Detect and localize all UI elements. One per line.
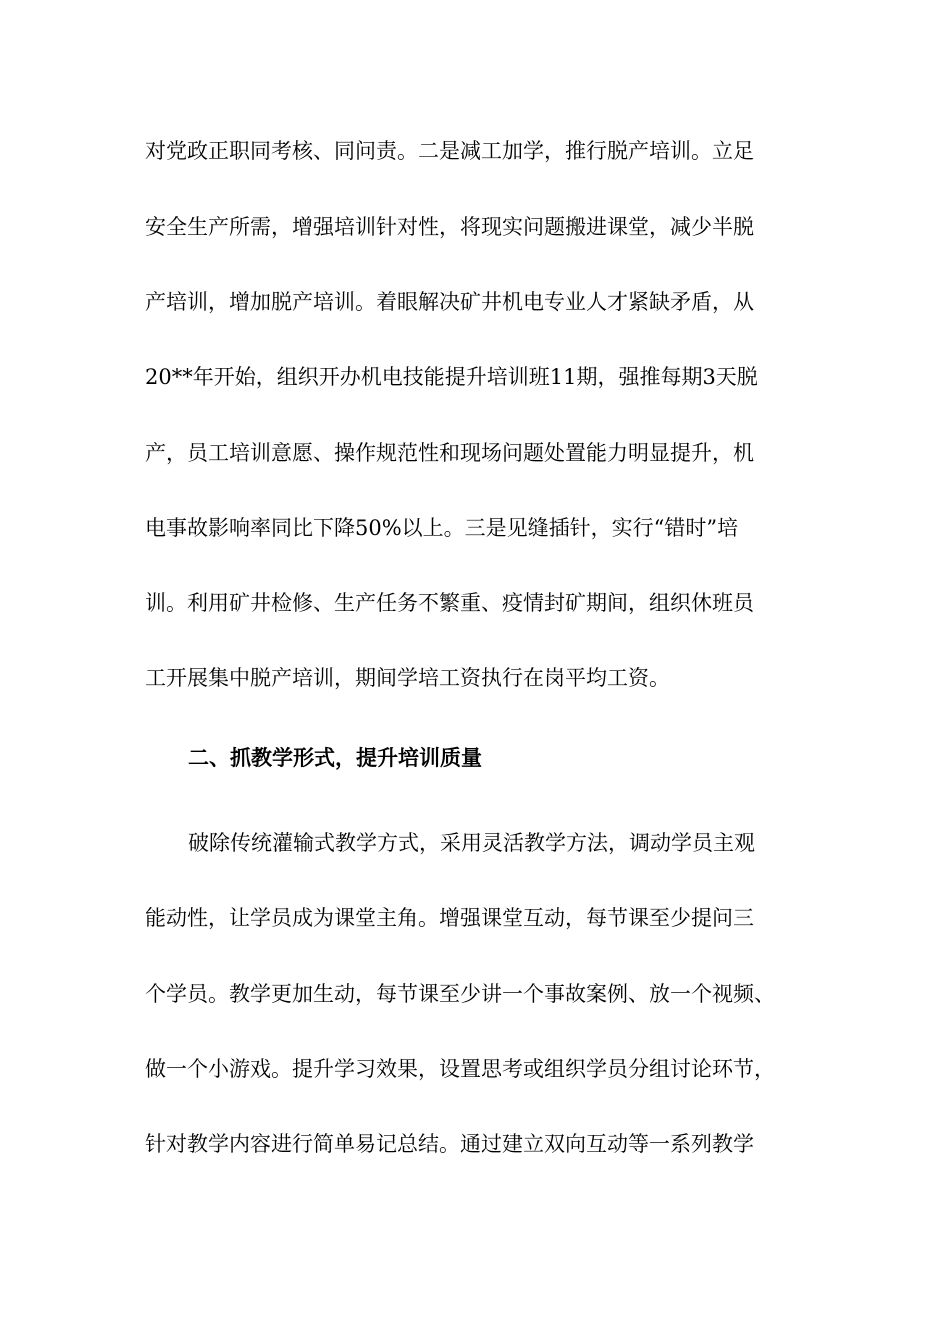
- paragraph-1-line-7: 训。利用矿井检修、生产任务不繁重、疫情封矿期间，组织休班员: [145, 591, 754, 615]
- paragraph-2-line-4: 做一个小游戏。提升学习效果，设置思考或组织学员分组讨论环节，: [145, 1057, 775, 1081]
- paragraph-1-line-3: 产培训，增加脱产培训。着眼解决矿井机电专业人才紧缺矛盾，从: [145, 290, 754, 314]
- paragraph-2-line-5: 针对教学内容进行简单易记总结。通过建立双向互动等一系列教学: [145, 1132, 754, 1156]
- paragraph-2-line-1: 破除传统灌输式教学方式，采用灵活教学方法，调动学员主观: [188, 831, 755, 855]
- paragraph-1-line-8: 工开展集中脱产培训，期间学培工资执行在岗平均工资。: [145, 666, 670, 690]
- paragraph-1-line-6: 电事故影响率同比下降50%以上。三是见缝插针，实行“错时”培: [145, 516, 739, 540]
- paragraph-2-line-3: 个学员。教学更加生动，每节课至少讲一个事故案例、放一个视频、: [145, 982, 775, 1006]
- paragraph-2-line-2: 能动性，让学员成为课堂主角。增强课堂互动，每节课至少提问三: [145, 906, 754, 930]
- paragraph-1-line-5: 产，员工培训意愿、操作规范性和现场问题处置能力明显提升，机: [145, 441, 754, 465]
- paragraph-1-line-1: 对党政正职同考核、同问责。二是减工加学，推行脱产培训。立足: [145, 139, 754, 163]
- paragraph-1-line-2: 安全生产所需，增强培训针对性，将现实问题搬进课堂，减少半脱: [145, 215, 754, 239]
- section-heading: 二、抓教学形式，提升培训质量: [188, 745, 482, 770]
- paragraph-1-line-4: 20**年开始，组织开办机电技能提升培训班11期，强推每期3天脱: [145, 365, 758, 389]
